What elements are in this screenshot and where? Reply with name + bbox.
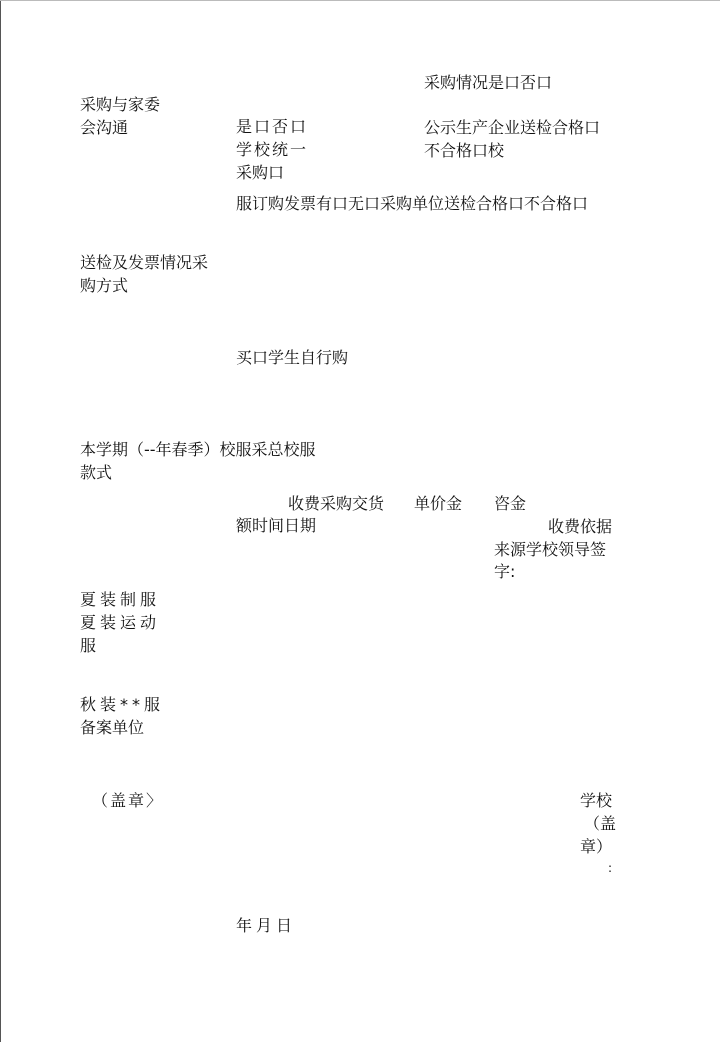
invoice-inspection-line: 服订购发票有口无口采购单位送检合格口不合格口 [236,194,589,213]
date-line: 年月日 [236,916,297,935]
price-header: 单价金 [414,494,463,513]
school-unified-label: 学校统一 [236,140,309,159]
summer-sports-label: 夏装运动 [80,613,161,632]
semester-heading: 本学期（--年春季）校服采总校服 [80,440,316,459]
student-self-purchase-option: 买口学生自行购 [236,348,349,367]
fund-header: 咨金 [494,494,527,513]
summer-uniform-label: 夏装制服 [80,590,161,609]
school-purchase-option: 采购口 [236,163,285,182]
parent-committee-label-1: 采购与家委 [80,95,161,114]
school-seal-label-1: 学校 [580,791,613,810]
school-seal-label-2: （盖 [584,814,617,833]
procurement-status-line: 采购情况是口否口 [424,73,553,92]
signature-label: 字: [494,562,516,581]
seal-colon: : [608,861,613,875]
filing-unit-label: 备案单位 [80,718,145,737]
summer-sports-label-cont: 服 [80,636,97,655]
page-left-border [0,0,1,1042]
fee-header-2: 额时间日期 [236,516,317,535]
source-signature-header: 来源学校领导签 [494,540,607,559]
school-seal-label-3: 章） [580,837,613,856]
page-top-border [0,0,720,1]
seal-label-left: （盖章〉 [92,791,165,810]
parent-committee-label-2: 会沟通 [80,118,129,137]
fee-header-1: 收费采购交货 [288,494,385,513]
inspection-invoice-label-1: 送检及发票情况采 [80,253,209,272]
fee-basis-header: 收费依据 [548,517,613,536]
inspection-invoice-label-2: 购方式 [80,276,129,295]
yes-no-option: 是口否口 [236,117,309,136]
manufacturer-inspection-line: 公示生产企业送检合格口 [424,118,601,137]
autumn-uniform-label: 秋装**服 [80,695,165,714]
style-label: 款式 [80,463,113,482]
unqualified-option-line: 不合格口校 [424,141,505,160]
